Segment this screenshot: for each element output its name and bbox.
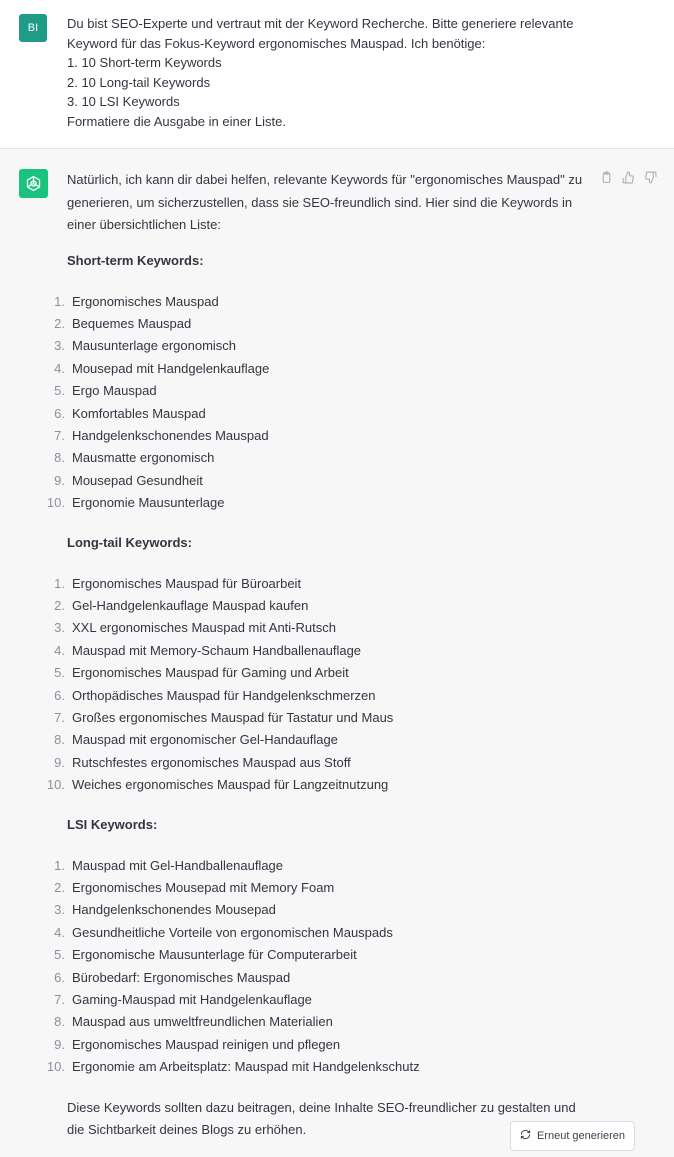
section-heading-lsi: LSI Keywords: (67, 816, 158, 832)
assistant-response (46, 169, 592, 1155)
list-item: 10. Ergonomie Mausunterlage (46, 495, 225, 511)
list-item: 4. Mousepad mit Handgelenkauflage (54, 360, 270, 376)
response-intro: Natürlich, ich kann dir dabei helfen, relevante Keywords für "ergonomisches Mauspad" zu generieren, um sicherzustellen, dass sie SEO-freundlich sind. Hier sind die Keywords in einer übersichtlichen Liste: (67, 172, 583, 232)
prompt-line: 1. 10 Short-term Keywords (67, 55, 222, 70)
list-item: 5. Ergonomisches Mauspad für Gaming und Arbeit (54, 665, 349, 681)
list-item: 2. Bequemes Mauspad (54, 315, 192, 331)
regenerate-button[interactable] (510, 1121, 635, 1151)
response-outro: Diese Keywords sollten dazu beitragen, deine Inhalte SEO-freundlicher zu gestalten und die Sichtbarkeit deines Blogs zu erhöhen. (67, 1099, 576, 1138)
list-item: 10. Weiches ergonomisches Mauspad für Langzeitnutzung (46, 777, 389, 793)
list-item: 2. Ergonomisches Mousepad mit Memory Foam (54, 880, 335, 896)
prompt-line: 2. 10 Long-tail Keywords (67, 74, 211, 90)
list-item: 3. Mausunterlage ergonomisch (54, 338, 237, 354)
regenerate-label: Erneut generieren (536, 1130, 626, 1142)
prompt-line: 3. 10 LSI Keywords (67, 94, 180, 109)
prompt-line: Formatiere die Ausgabe in einer Liste. (67, 113, 286, 129)
list-item: 1. Ergonomisches Mauspad für Büroarbeit (54, 575, 302, 591)
section-heading-short-term: Short-term Keywords: (67, 252, 204, 268)
list-item: 7. Gaming-Mauspad mit Handgelenkauflage (54, 992, 312, 1008)
list-item: 8. Mauspad mit ergonomischer Gel-Handauflage (54, 732, 338, 748)
prompt-line: Keyword für das Fokus-Keyword ergonomisches Mauspad. Ich benötige: (67, 35, 486, 51)
list-item: 9. Ergonomisches Mauspad reinigen und pflegen (54, 1036, 341, 1052)
user-prompt (67, 14, 627, 131)
list-item: 6. Orthopädisches Mauspad für Handgelenkschmerzen (54, 687, 376, 703)
list-item: 3. Handgelenkschonendes Mousepad (54, 902, 276, 918)
list-item: 3. XXL ergonomisches Mauspad mit Anti-Rutsch (54, 620, 336, 636)
lsi-list (46, 855, 592, 1079)
user-avatar: BI (19, 14, 47, 42)
long-tail-list (46, 573, 592, 797)
list-item: 4. Mauspad mit Memory-Schaum Handballenauflage (54, 642, 362, 658)
thumbs-up-icon[interactable] (622, 171, 636, 185)
list-item: 8. Mauspad aus umweltfreundlichen Materialien (54, 1014, 333, 1030)
refresh-icon (520, 1129, 531, 1143)
list-item: 4. Gesundheitliche Vorteile von ergonomischen Mauspads (54, 924, 393, 940)
list-item: 9. Rutschfestes ergonomisches Mauspad aus Stoff (54, 754, 351, 770)
list-item: 5. Ergo Mauspad (54, 383, 157, 399)
list-item: 7. Großes ergonomisches Mauspad für Tastatur und Maus (54, 710, 394, 725)
list-item: 6. Komfortables Mauspad (54, 405, 206, 421)
list-item: 2. Gel-Handgelenkauflage Mauspad kaufen (54, 597, 309, 613)
list-item: 1. Mauspad mit Gel-Handballenauflage (54, 857, 284, 873)
list-item: 8. Mausmatte ergonomisch (54, 450, 215, 466)
assistant-message (0, 149, 674, 1157)
prompt-line: Du bist SEO-Experte und vertraut mit der Keyword Recherche. Bitte generiere relevante (67, 16, 574, 31)
user-message (0, 0, 674, 149)
message-actions (600, 171, 658, 185)
clipboard-icon[interactable] (600, 171, 614, 185)
list-item: 10. Ergonomie am Arbeitsplatz: Mauspad mit Handgelenkschutz (46, 1059, 420, 1075)
list-item: 6. Bürobedarf: Ergonomisches Mauspad (54, 969, 291, 985)
short-term-list (46, 291, 592, 515)
section-heading-long-tail: Long-tail Keywords: (67, 534, 192, 550)
openai-logo-icon (19, 169, 48, 198)
list-item: 9. Mousepad Gesundheit (54, 472, 203, 488)
list-item: 7. Handgelenkschonendes Mauspad (54, 427, 269, 443)
list-item: 1. Ergonomisches Mauspad (54, 293, 219, 309)
list-item: 5. Ergonomische Mausunterlage für Computerarbeit (54, 947, 357, 963)
thumbs-down-icon[interactable] (644, 171, 658, 185)
